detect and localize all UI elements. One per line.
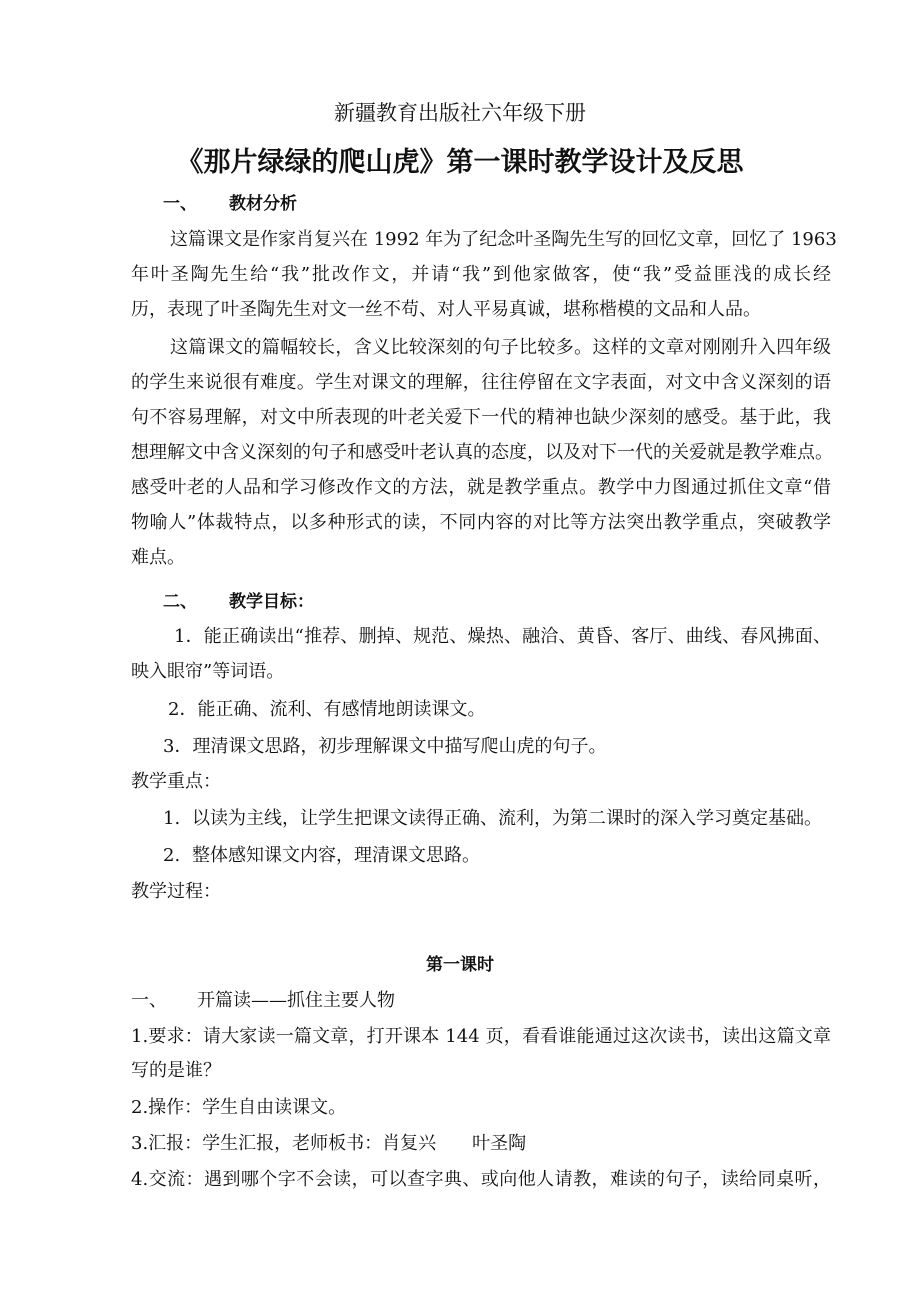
section-title: 教材分析 [229,194,297,214]
document-title: 《那片绿绿的爬山虎》第一课时教学设计及反思 [176,147,744,178]
section-title: 教学目标： [229,592,314,612]
document-subtitle: 新疆教育出版社六年级下册 [334,101,586,125]
section-number: 一、 [163,194,197,214]
lesson-title: 第一课时 [426,955,494,975]
section-number: 二、 [163,592,197,612]
document-page: 新疆教育出版社六年级下册 《那片绿绿的爬山虎》第一课时教学设计及反思 一、 教材分析 这篇课文是作家肖复兴在 1992 年为了纪念叶圣陶先生写的回忆文章，回忆了 1963 年叶圣陶先生给“我”批改作文，并请“我”到他家做客，使“我”受益匪浅的成长经 历，表现了叶圣陶先生对文一丝不苟、对人平易真诚，堪称楷模的文品和人品。 这篇课文的篇幅较长，含义比较深刻的句子比较多。这样的文章对刚刚升入四年级 的学生来说很有难度。学生对课文的理解，往往停留在文字表面，对文中含义深刻的语 句不容易理解，对文中所表现的叶老关爱下一代的精神也缺少深刻的感受。基于此，我 想理解文中含义深刻的句子和感受叶老认真的态度，以及对下一代的关爱就是教学难点。 感受叶老的人品和学习修改作文的方法，就是教学重点。教学中力图通过抓住文章“借 物喻人”体裁特点，以多种形式的读，不同内容的对比等方法突出教学重点，突破教学 难点。 二、 教学目标： 1．能正确读出“推荐、删掉、规范、燥热、融洽、黄昏、客厅、曲线、春风拂面、 映入眼帘”等词语。 2．能正确、流利、有感情地朗读课文。 3．理清课文思路，初步理解课文中描写爬山虎的句子。 教学重点： 1. 以读为主线，让学生把课文读得正确、流利，为第二课时的深入学习奠定基础。 2. 整体感知课文内容，理清课文思路。 教学过程： 第一课时 一、 开篇读——抓住主要人物 1.要求：请大家读一篇文章，打开课本 144 页，看看谁能通过这次读书，读出这篇文章 写的是谁？ 2.操作：学生自由读课文。 3.汇报：学生汇报，老师板书：肖复兴 叶圣陶 4.交流：遇到哪个字不会读，可以查字典、或向他人请教，难读的句子，读给同桌听， [0,0,920,1302]
